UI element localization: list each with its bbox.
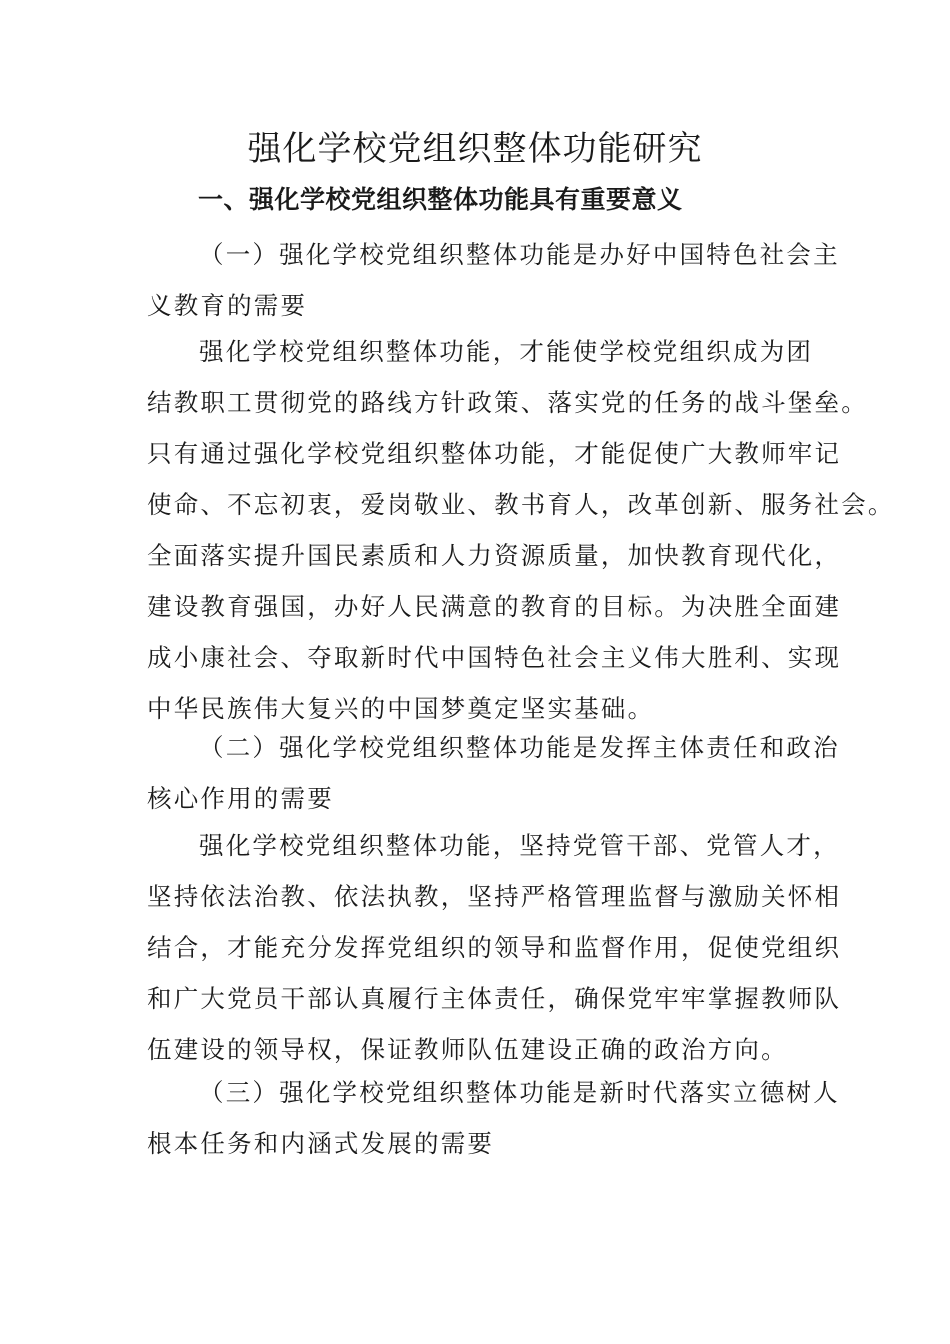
subheading-1-line-1: （一）强化学校党组织整体功能是办好中国特色社会主 [199, 240, 840, 269]
subheading-2 [147, 722, 840, 824]
paragraph-1-line-3: 只有通过强化学校党组织整体功能，才能促使广大教师牢记 [147, 439, 842, 468]
paragraph-2-line-5: 伍建设的领导权，保证教师队伍建设正确的政治方向。 [147, 1035, 788, 1064]
subheading-1-line-2: 义教育的需要 [147, 291, 308, 320]
paragraph-2-line-3: 结合，才能充分发挥党组织的领导和监督作用，促使党组织 [147, 933, 842, 962]
subheading-3-line-1: （三）强化学校党组织整体功能是新时代落实立德树人 [199, 1078, 840, 1107]
subheading-2-line-2: 核心作用的需要 [147, 784, 334, 813]
paragraph-1-line-7: 成小康社会、夺取新时代中国特色社会主义伟大胜利、实现 [147, 643, 842, 672]
paragraph-2 [147, 820, 842, 1075]
document-title: 强化学校党组织整体功能研究 [247, 129, 703, 169]
paragraph-1-line-4: 使命、不忘初衷，爱岗敬业、教书育人，改革创新、服务社会。 [147, 490, 895, 519]
paragraph-2-line-4: 和广大党员干部认真履行主体责任，确保党牢牢掌握教师队 [147, 984, 842, 1013]
paragraph-2-line-2: 坚持依法治教、依法执教，坚持严格管理监督与激励关怀相 [147, 882, 842, 911]
subheading-1 [147, 229, 840, 331]
subheading-3-line-2: 根本任务和内涵式发展的需要 [147, 1129, 495, 1158]
paragraph-1-line-6: 建设教育强国，办好人民满意的教育的目标。为决胜全面建 [147, 592, 842, 621]
paragraph-1 [147, 326, 895, 734]
section-heading-1: 一、强化学校党组织整体功能具有重要意义 [198, 185, 683, 214]
paragraph-1-line-1: 强化学校党组织整体功能，才能使学校党组织成为团 [199, 337, 814, 366]
subheading-2-line-1: （二）强化学校党组织整体功能是发挥主体责任和政治 [199, 733, 840, 762]
paragraph-1-line-5: 全面落实提升国民素质和人力资源质量，加快教育现代化， [147, 541, 842, 570]
paragraph-2-line-1: 强化学校党组织整体功能，坚持党管干部、党管人才， [199, 831, 840, 860]
paragraph-1-line-8: 中华民族伟大复兴的中国梦奠定坚实基础。 [147, 694, 655, 723]
subheading-3 [147, 1067, 840, 1169]
paragraph-1-line-2: 结教职工贯彻党的路线方针政策、落实党的任务的战斗堡垒。 [147, 388, 868, 417]
